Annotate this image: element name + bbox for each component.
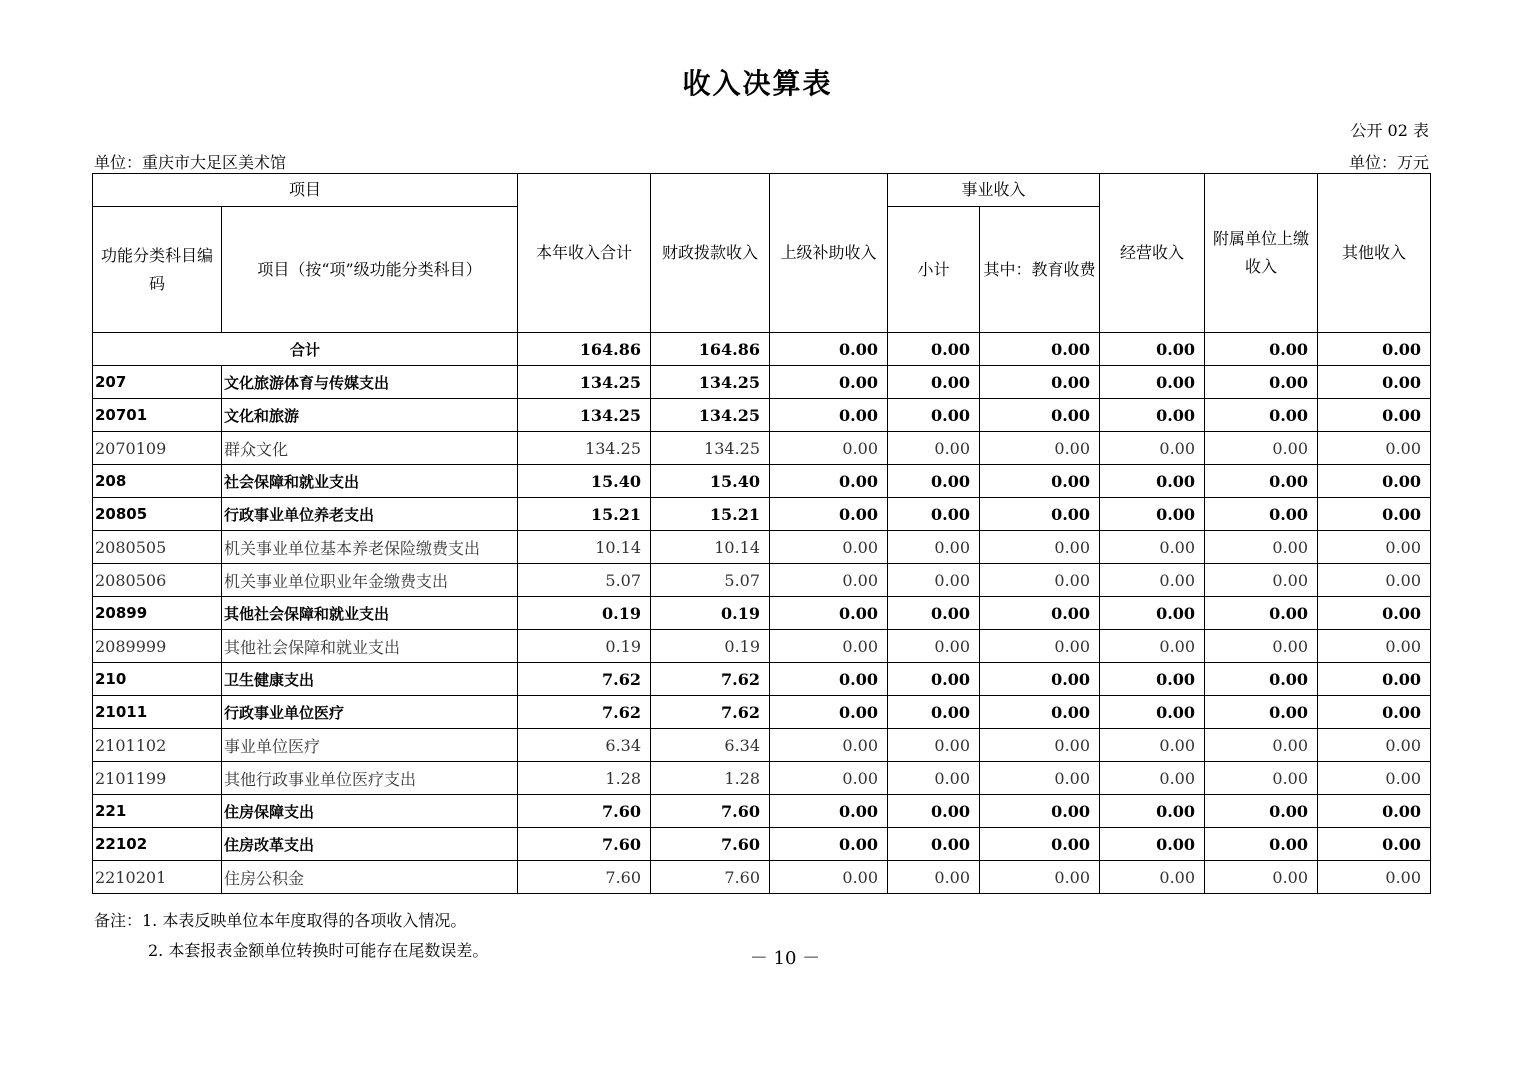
row-value: 0.00 bbox=[888, 465, 980, 498]
organization-label: 单位：重庆市大足区美术馆 bbox=[94, 153, 287, 172]
row-value: 0.00 bbox=[1205, 498, 1318, 531]
row-value: 7.60 bbox=[518, 828, 651, 861]
row-value: 0.00 bbox=[770, 696, 888, 729]
row-value: 0.00 bbox=[770, 432, 888, 465]
row-value: 0.00 bbox=[888, 828, 980, 861]
header-item-name: 项目（按“项”级功能分类科目） bbox=[222, 207, 518, 333]
row-value: 0.00 bbox=[770, 795, 888, 828]
row-value: 0.00 bbox=[1318, 564, 1431, 597]
row-value: 0.00 bbox=[1100, 531, 1205, 564]
row-item-name: 其他社会保障和就业支出 bbox=[222, 597, 518, 630]
table-row bbox=[93, 564, 1431, 597]
row-value: 0.00 bbox=[1100, 696, 1205, 729]
row-value: 0.00 bbox=[888, 564, 980, 597]
row-value: 0.00 bbox=[888, 663, 980, 696]
row-value: 15.40 bbox=[518, 465, 651, 498]
row-value: 0.00 bbox=[770, 630, 888, 663]
row-value: 0.00 bbox=[980, 399, 1100, 432]
row-value: 0.00 bbox=[1100, 498, 1205, 531]
row-item-name: 文化旅游体育与传媒支出 bbox=[222, 366, 518, 399]
row-value: 0.00 bbox=[980, 432, 1100, 465]
row-value: 0.00 bbox=[1318, 498, 1431, 531]
total-value: 164.86 bbox=[518, 333, 651, 366]
total-value: 0.00 bbox=[980, 333, 1100, 366]
table-row bbox=[93, 399, 1431, 432]
row-value: 15.21 bbox=[651, 498, 770, 531]
row-value: 0.00 bbox=[770, 762, 888, 795]
table-row bbox=[93, 663, 1431, 696]
row-item-name: 行政事业单位养老支出 bbox=[222, 498, 518, 531]
row-value: 7.62 bbox=[518, 696, 651, 729]
row-value: 0.00 bbox=[1318, 597, 1431, 630]
row-value: 0.00 bbox=[888, 729, 980, 762]
row-value: 0.00 bbox=[770, 564, 888, 597]
row-value: 0.00 bbox=[770, 861, 888, 894]
table-row bbox=[93, 729, 1431, 762]
row-item-name: 文化和旅游 bbox=[222, 399, 518, 432]
row-value: 0.00 bbox=[1205, 828, 1318, 861]
table-row bbox=[93, 828, 1431, 861]
header-operating-income: 经营收入 bbox=[1100, 174, 1205, 333]
row-value: 0.00 bbox=[1205, 861, 1318, 894]
row-value: 0.00 bbox=[888, 399, 980, 432]
row-value: 0.00 bbox=[1100, 663, 1205, 696]
total-row bbox=[93, 333, 1431, 366]
row-value: 0.00 bbox=[1100, 828, 1205, 861]
row-code: 20805 bbox=[93, 498, 222, 531]
row-value: 1.28 bbox=[651, 762, 770, 795]
row-value: 15.21 bbox=[518, 498, 651, 531]
table-row bbox=[93, 597, 1431, 630]
header-subtotal: 小计 bbox=[888, 207, 980, 333]
row-value: 0.00 bbox=[1100, 861, 1205, 894]
row-value: 0.00 bbox=[980, 465, 1100, 498]
header-superior-subsidy: 上级补助收入 bbox=[770, 174, 888, 333]
row-value: 0.00 bbox=[1205, 729, 1318, 762]
row-value: 0.00 bbox=[1318, 630, 1431, 663]
row-item-name: 其他社会保障和就业支出 bbox=[222, 630, 518, 663]
row-item-name: 社会保障和就业支出 bbox=[222, 465, 518, 498]
row-value: 0.00 bbox=[770, 531, 888, 564]
row-value: 0.00 bbox=[1100, 399, 1205, 432]
table-row bbox=[93, 861, 1431, 894]
row-value: 0.00 bbox=[980, 498, 1100, 531]
row-code: 2101199 bbox=[93, 762, 222, 795]
row-value: 0.00 bbox=[1100, 432, 1205, 465]
row-value: 0.00 bbox=[1100, 762, 1205, 795]
row-value: 0.00 bbox=[1318, 399, 1431, 432]
table-row bbox=[93, 795, 1431, 828]
row-value: 0.00 bbox=[770, 498, 888, 531]
header-function-code: 功能分类科目编码 bbox=[93, 207, 222, 333]
header-other-income: 其他收入 bbox=[1318, 174, 1431, 333]
row-value: 0.00 bbox=[770, 663, 888, 696]
row-value: 0.00 bbox=[1205, 366, 1318, 399]
row-value: 0.19 bbox=[518, 597, 651, 630]
table-row bbox=[93, 366, 1431, 399]
row-code: 20701 bbox=[93, 399, 222, 432]
row-value: 0.00 bbox=[888, 597, 980, 630]
row-value: 0.00 bbox=[1318, 729, 1431, 762]
total-value: 0.00 bbox=[1205, 333, 1318, 366]
row-value: 0.00 bbox=[1100, 729, 1205, 762]
row-value: 134.25 bbox=[651, 432, 770, 465]
row-value: 0.00 bbox=[1100, 465, 1205, 498]
total-value: 0.00 bbox=[770, 333, 888, 366]
row-item-name: 群众文化 bbox=[222, 432, 518, 465]
row-value: 0.00 bbox=[1205, 531, 1318, 564]
row-value: 0.00 bbox=[980, 696, 1100, 729]
row-value: 15.40 bbox=[651, 465, 770, 498]
row-value: 0.00 bbox=[980, 531, 1100, 564]
row-value: 0.00 bbox=[1318, 795, 1431, 828]
row-value: 0.00 bbox=[1205, 597, 1318, 630]
row-value: 0.00 bbox=[1205, 399, 1318, 432]
total-value: 0.00 bbox=[1318, 333, 1431, 366]
row-value: 0.00 bbox=[1205, 696, 1318, 729]
row-code: 2070109 bbox=[93, 432, 222, 465]
row-value: 10.14 bbox=[518, 531, 651, 564]
row-value: 0.00 bbox=[1100, 795, 1205, 828]
row-value: 0.00 bbox=[888, 531, 980, 564]
header-fiscal-income: 财政拨款收入 bbox=[651, 174, 770, 333]
table-row bbox=[93, 762, 1431, 795]
row-value: 0.00 bbox=[980, 861, 1100, 894]
row-value: 0.00 bbox=[1318, 828, 1431, 861]
header-affiliated-income: 附属单位上缴收入 bbox=[1205, 174, 1318, 333]
row-value: 7.60 bbox=[651, 795, 770, 828]
row-value: 0.00 bbox=[770, 597, 888, 630]
row-value: 0.00 bbox=[888, 498, 980, 531]
header-total-income: 本年收入合计 bbox=[518, 174, 651, 333]
row-value: 0.00 bbox=[888, 696, 980, 729]
row-code: 2080505 bbox=[93, 531, 222, 564]
row-item-name: 其他行政事业单位医疗支出 bbox=[222, 762, 518, 795]
note-1: 备注：1. 本表反映单位本年度取得的各项收入情况。 bbox=[94, 911, 467, 930]
row-value: 0.00 bbox=[980, 366, 1100, 399]
row-value: 134.25 bbox=[518, 366, 651, 399]
table-row bbox=[93, 696, 1431, 729]
row-value: 7.62 bbox=[651, 663, 770, 696]
row-value: 0.19 bbox=[651, 597, 770, 630]
page-title: 收入决算表 bbox=[682, 67, 833, 100]
form-number: 公开 02 表 bbox=[1350, 121, 1429, 140]
row-value: 0.00 bbox=[1100, 630, 1205, 663]
row-value: 0.00 bbox=[1205, 564, 1318, 597]
row-value: 0.00 bbox=[1100, 366, 1205, 399]
row-item-name: 住房公积金 bbox=[222, 861, 518, 894]
total-value: 0.00 bbox=[1100, 333, 1205, 366]
row-value: 7.60 bbox=[518, 795, 651, 828]
row-value: 0.00 bbox=[980, 828, 1100, 861]
page-number: － 10 － bbox=[749, 948, 821, 969]
row-value: 0.00 bbox=[1318, 531, 1431, 564]
row-value: 7.60 bbox=[651, 828, 770, 861]
row-value: 5.07 bbox=[651, 564, 770, 597]
row-value: 0.00 bbox=[980, 630, 1100, 663]
row-value: 0.00 bbox=[1318, 465, 1431, 498]
row-value: 0.00 bbox=[980, 729, 1100, 762]
total-label: 合计 bbox=[93, 333, 518, 366]
row-value: 0.00 bbox=[1318, 762, 1431, 795]
row-value: 0.00 bbox=[1318, 861, 1431, 894]
row-value: 0.00 bbox=[1100, 597, 1205, 630]
row-value: 0.00 bbox=[980, 663, 1100, 696]
row-value: 0.00 bbox=[1205, 432, 1318, 465]
row-item-name: 机关事业单位职业年金缴费支出 bbox=[222, 564, 518, 597]
row-value: 0.00 bbox=[1100, 564, 1205, 597]
header-education-fees: 其中：教育收费 bbox=[980, 207, 1100, 333]
income-table bbox=[92, 173, 1431, 894]
row-code: 2089999 bbox=[93, 630, 222, 663]
row-value: 0.00 bbox=[980, 597, 1100, 630]
row-value: 1.28 bbox=[518, 762, 651, 795]
row-item-name: 事业单位医疗 bbox=[222, 729, 518, 762]
row-code: 20899 bbox=[93, 597, 222, 630]
table-row bbox=[93, 630, 1431, 663]
row-value: 0.00 bbox=[888, 861, 980, 894]
row-value: 0.00 bbox=[888, 432, 980, 465]
row-value: 0.00 bbox=[1205, 795, 1318, 828]
row-code: 22102 bbox=[93, 828, 222, 861]
row-code: 2101102 bbox=[93, 729, 222, 762]
row-value: 134.25 bbox=[518, 432, 651, 465]
row-value: 7.60 bbox=[651, 861, 770, 894]
row-item-name: 行政事业单位医疗 bbox=[222, 696, 518, 729]
row-item-name: 住房保障支出 bbox=[222, 795, 518, 828]
row-item-name: 机关事业单位基本养老保险缴费支出 bbox=[222, 531, 518, 564]
row-code: 21011 bbox=[93, 696, 222, 729]
row-value: 0.19 bbox=[518, 630, 651, 663]
row-value: 7.62 bbox=[518, 663, 651, 696]
row-value: 0.19 bbox=[651, 630, 770, 663]
note-2: 2. 本套报表金额单位转换时可能存在尾数误差。 bbox=[148, 941, 489, 960]
row-value: 134.25 bbox=[651, 366, 770, 399]
row-value: 0.00 bbox=[888, 795, 980, 828]
row-code: 207 bbox=[93, 366, 222, 399]
row-value: 0.00 bbox=[1318, 366, 1431, 399]
row-item-name: 住房改革支出 bbox=[222, 828, 518, 861]
row-code: 208 bbox=[93, 465, 222, 498]
row-value: 0.00 bbox=[1205, 762, 1318, 795]
total-value: 164.86 bbox=[651, 333, 770, 366]
row-value: 0.00 bbox=[770, 828, 888, 861]
row-code: 210 bbox=[93, 663, 222, 696]
row-value: 0.00 bbox=[770, 729, 888, 762]
row-item-name: 卫生健康支出 bbox=[222, 663, 518, 696]
table-row bbox=[93, 498, 1431, 531]
row-value: 0.00 bbox=[1318, 696, 1431, 729]
row-value: 0.00 bbox=[888, 762, 980, 795]
row-value: 0.00 bbox=[1205, 465, 1318, 498]
row-value: 0.00 bbox=[888, 366, 980, 399]
row-code: 2080506 bbox=[93, 564, 222, 597]
row-value: 134.25 bbox=[518, 399, 651, 432]
total-value: 0.00 bbox=[888, 333, 980, 366]
header-business-income-group: 事业收入 bbox=[888, 174, 1100, 207]
row-value: 0.00 bbox=[1205, 630, 1318, 663]
row-value: 0.00 bbox=[888, 630, 980, 663]
row-code: 221 bbox=[93, 795, 222, 828]
row-value: 0.00 bbox=[980, 795, 1100, 828]
row-value: 10.14 bbox=[651, 531, 770, 564]
row-value: 0.00 bbox=[770, 366, 888, 399]
row-value: 0.00 bbox=[1318, 432, 1431, 465]
row-value: 0.00 bbox=[980, 564, 1100, 597]
table-body bbox=[93, 333, 1431, 894]
row-value: 0.00 bbox=[770, 399, 888, 432]
header-item-group: 项目 bbox=[93, 174, 518, 207]
row-value: 0.00 bbox=[1318, 663, 1431, 696]
table-row bbox=[93, 465, 1431, 498]
row-value: 0.00 bbox=[770, 465, 888, 498]
row-value: 6.34 bbox=[651, 729, 770, 762]
row-value: 5.07 bbox=[518, 564, 651, 597]
table-row bbox=[93, 432, 1431, 465]
row-value: 6.34 bbox=[518, 729, 651, 762]
unit-label: 单位：万元 bbox=[1348, 153, 1429, 172]
row-value: 134.25 bbox=[651, 399, 770, 432]
row-value: 7.60 bbox=[518, 861, 651, 894]
row-value: 0.00 bbox=[1205, 663, 1318, 696]
row-value: 0.00 bbox=[980, 762, 1100, 795]
row-code: 2210201 bbox=[93, 861, 222, 894]
table-row bbox=[93, 531, 1431, 564]
row-value: 7.62 bbox=[651, 696, 770, 729]
